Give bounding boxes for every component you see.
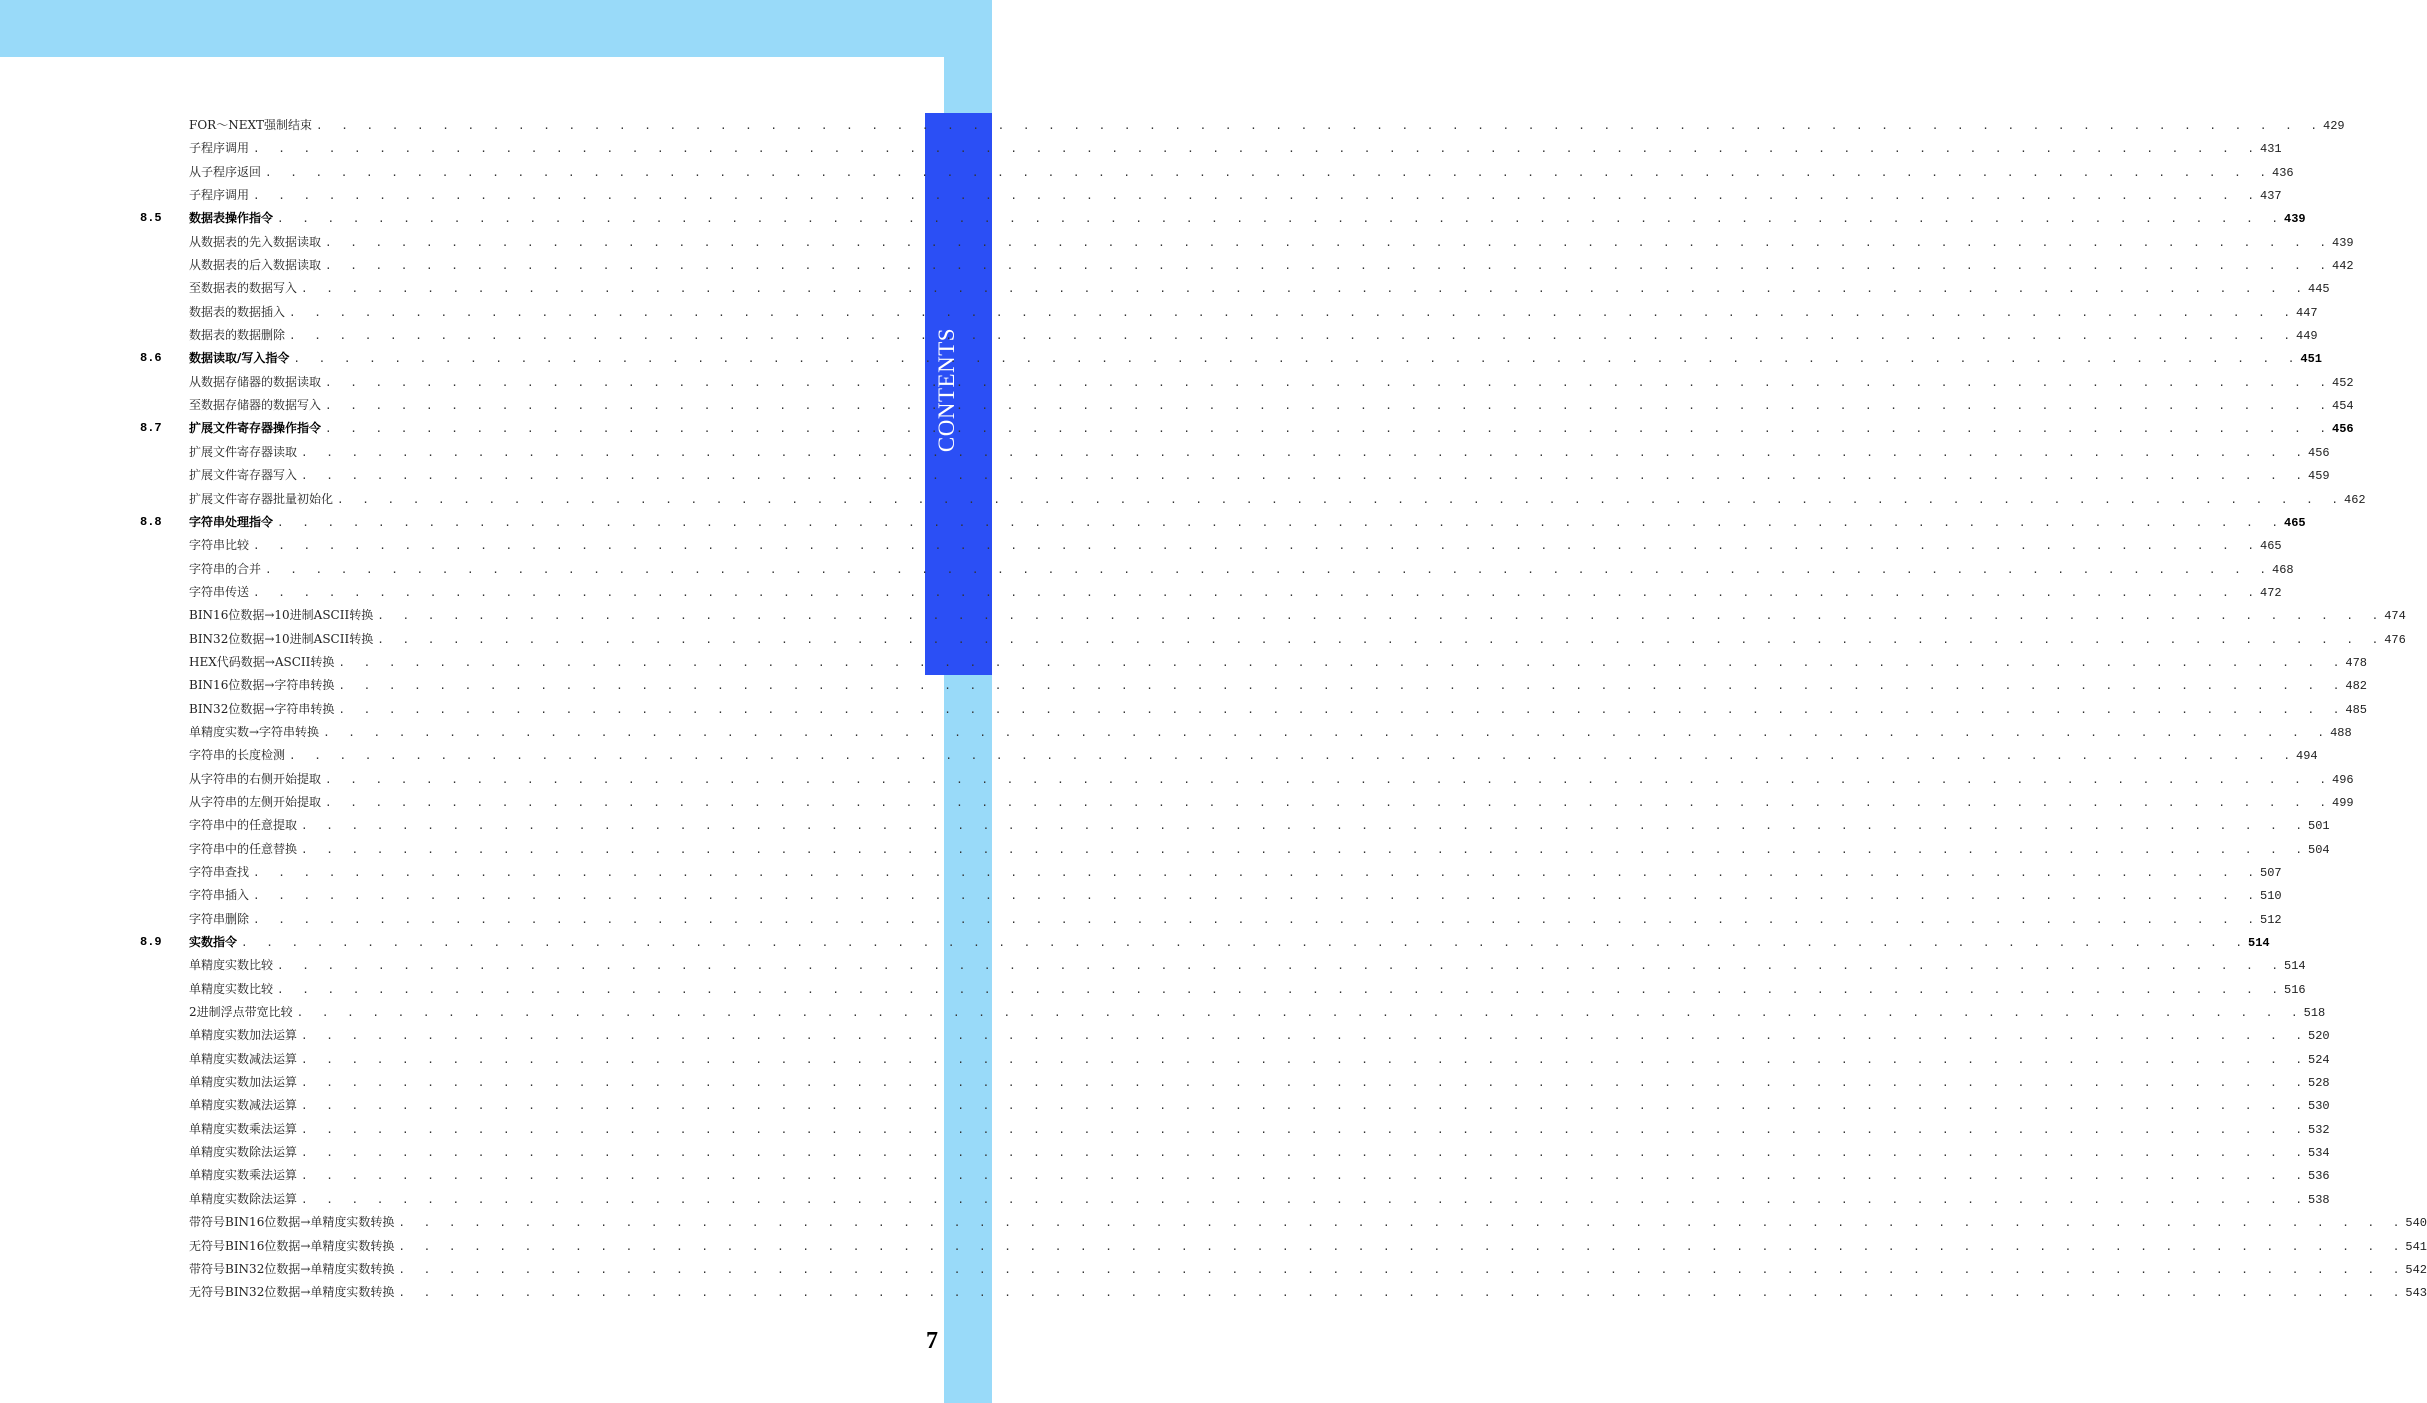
- toc-page-number[interactable]: 451: [2300, 352, 2322, 367]
- dot-leader: . . . . . . . . . . . . . . . . . . . . . . . . . . . . . . . . . . . . . . . . . . . . . . . . . . . . . . . . . . . . . . . . . . . . . . . . . . . . . . . .: [253, 142, 2261, 156]
- toc-entry: [189, 651, 2367, 675]
- dot-leader: . . . . . . . . . . . . . . . . . . . . . . . . . . . . . . . . . . . . . . . . . . . . . . . . . . . . . . . . . . . . . . . . . . . . . . . . . . . . . . . .: [398, 1239, 2406, 1253]
- toc-entry-title[interactable]: 单精度实数加法运算: [189, 1028, 298, 1043]
- toc-entry-row[interactable]: [140, 137, 2282, 160]
- toc-entry-row[interactable]: [140, 744, 2318, 767]
- dot-leader: . . . . . . . . . . . . . . . . . . . . . . . . . . . . . . . . . . . . . . . . . . . . . . . . . . . . . . . . . . . . . . . . . . . . . . . . . . . . . . . .: [265, 165, 2273, 179]
- toc-section-row[interactable]: [140, 417, 2354, 440]
- toc-page-number[interactable]: 468: [2272, 562, 2294, 577]
- dot-leader: . . . . . . . . . . . . . . . . . . . . . . . . . . . . . . . . . . . . . . . . . . . . . . . . . . . . . . . . . . . . . . . . . . . . . . . . . . . . . . . .: [301, 1122, 2309, 1136]
- toc-entry-title[interactable]: 从子程序返回: [189, 164, 262, 179]
- toc-entry-row[interactable]: [140, 184, 2282, 207]
- toc-entry-row[interactable]: [140, 698, 2367, 721]
- dot-leader: . . . . . . . . . . . . . . . . . . . . . . . . . . . . . . . . . . . . . . . . . . . . . . . . . . . . . . . . . . . . . . . . . . . . . . . . . . . . . . . .: [301, 819, 2309, 833]
- toc-entry: [189, 161, 2294, 185]
- toc-entry-row[interactable]: [140, 1281, 2427, 1304]
- toc-page-number[interactable]: 540: [2405, 1216, 2427, 1231]
- toc-entry-title[interactable]: 扩展文件寄存器写入: [189, 468, 298, 483]
- toc-entry-title[interactable]: 扩展文件寄存器批量初始化: [189, 491, 334, 506]
- dot-leader: . . . . . . . . . . . . . . . . . . . . . . . . . . . . . . . . . . . . . . . . . . . . . . . . . . . . . . . . . . . . . . . . . . . . . . . . . . . . . . . .: [301, 282, 2309, 296]
- dot-leader: . . . . . . . . . . . . . . . . . . . . . . . . . . . . . . . . . . . . . . . . . . . . . . . . . . . . . . . . . . . . . . . . . . . . . . . . . . . . . . . .: [325, 235, 2333, 249]
- dot-leader: . . . . . . . . . . . . . . . . . . . . . . . . . . . . . . . . . . . . . . . . . . . . . . . . . . . . . . . . . . . . . . . . . . . . . . . . . . . . . . . .: [323, 725, 2331, 739]
- toc-entry-title[interactable]: 字符串查找: [189, 865, 250, 879]
- toc-entry-title[interactable]: 子程序调用: [189, 141, 250, 156]
- dot-leader: . . . . . . . . . . . . . . . . . . . . . . . . . . . . . . . . . . . . . . . . . . . . . . . . . . . . . . . . . . . . . . . . . . . . . . . . . . . . . . . .: [277, 982, 2285, 996]
- toc-entry-title[interactable]: 扩展文件寄存器读取: [189, 444, 298, 459]
- dot-leader: . . . . . . . . . . . . . . . . . . . . . . . . . . . . . . . . . . . . . . . . . . . . . . . . . . . . . . . . . . . . . . . . . . . . . . . . . . . . . . . .: [253, 912, 2261, 926]
- toc-entry-row[interactable]: [140, 768, 2354, 791]
- toc-entry-row[interactable]: [140, 1094, 2330, 1117]
- toc-entry: [189, 394, 2354, 418]
- dot-leader: . . . . . . . . . . . . . . . . . . . . . . . . . . . . . . . . . . . . . . . . . . . . . . . . . . . . . . . . . . . . . . . . . . . . . . . . . . . . . . . .: [253, 889, 2261, 903]
- toc-entry: [189, 1141, 2330, 1165]
- toc-entry-title[interactable]: 字符串传送: [189, 584, 250, 599]
- toc-entry: [189, 978, 2306, 1002]
- toc-entry-row[interactable]: [140, 628, 2406, 651]
- toc-page-number[interactable]: 437: [2260, 189, 2282, 204]
- toc-entry-row[interactable]: [140, 1258, 2427, 1281]
- dot-leader: . . . . . . . . . . . . . . . . . . . . . . . . . . . . . . . . . . . . . . . . . . . . . . . . . . . . . . . . . . . . . . . . . . . . . . . . . . . . . . . .: [325, 772, 2333, 786]
- toc-section-number: 8.9: [140, 935, 162, 950]
- toc-entry-row[interactable]: [140, 231, 2354, 254]
- toc-entry: [189, 371, 2354, 395]
- toc-entry: [189, 207, 2306, 231]
- toc-entry: [189, 534, 2282, 558]
- dot-leader: . . . . . . . . . . . . . . . . . . . . . . . . . . . . . . . . . . . . . . . . . . . . . . . . . . . . . . . . . . . . . . . . . . . . . . . . . . . . . . . .: [301, 1192, 2309, 1206]
- toc-page-number[interactable]: 528: [2308, 1076, 2330, 1091]
- toc-entry-title[interactable]: 2进制浮点带宽比较: [189, 1005, 293, 1020]
- toc-entry: [189, 254, 2354, 278]
- dot-leader: . . . . . . . . . . . . . . . . . . . . . . . . . . . . . . . . . . . . . . . . . . . . . . . . . . . . . . . . . . . . . . . . . . . . . . . . . . . . . . . .: [301, 1146, 2309, 1160]
- toc-entry-title[interactable]: 无符号BIN32位数据→单精度实数转换: [189, 1285, 395, 1300]
- toc-entry: [189, 1235, 2427, 1259]
- toc-entry-title[interactable]: 字符串插入: [189, 888, 250, 903]
- dot-leader: . . . . . . . . . . . . . . . . . . . . . . . . . . . . . . . . . . . . . . . . . . . . . . . . . . . . . . . . . . . . . . . . . . . . . . . . . . . . . . . .: [338, 702, 2346, 716]
- toc-section-row[interactable]: [140, 511, 2306, 534]
- toc-entry: [189, 1071, 2330, 1095]
- toc-entry-title[interactable]: 数据表的数据删除: [189, 328, 286, 343]
- dot-leader: . . . . . . . . . . . . . . . . . . . . . . . . . . . . . . . . . . . . . . . . . . . . . . . . . . . . . . . . . . . . . . . . . . . . . . . . . . . . . . . .: [253, 189, 2261, 203]
- dot-leader: . . . . . . . . . . . . . . . . . . . . . . . . . . . . . . . . . . . . . . . . . . . . . . . . . . . . . . . . . . . . . . . . . . . . . . . . . . . . . . . .: [301, 1029, 2309, 1043]
- toc-page-number[interactable]: 445: [2308, 282, 2330, 297]
- toc-page-number[interactable]: 512: [2260, 912, 2282, 927]
- toc-entry: [189, 1164, 2330, 1188]
- dot-leader: . . . . . . . . . . . . . . . . . . . . . . . . . . . . . . . . . . . . . . . . . . . . . . . . . . . . . . . . . . . . . . . . . . . . . . . . . . . . . . . .: [377, 632, 2385, 646]
- toc-entry-title[interactable]: 数据读取/写入指令: [189, 351, 290, 366]
- toc-entry-title[interactable]: 数据表操作指令: [189, 211, 274, 226]
- toc-entry-title[interactable]: 单精度实数乘法运算: [189, 1121, 298, 1136]
- toc-entry: [189, 301, 2318, 325]
- toc-entry-title[interactable]: 字符串的合并: [189, 561, 262, 576]
- dot-leader: . . . . . . . . . . . . . . . . . . . . . . . . . . . . . . . . . . . . . . . . . . . . . . . . . . . . . . . . . . . . . . . . . . . . . . . . . . . . . . . .: [253, 585, 2261, 599]
- dot-leader: . . . . . . . . . . . . . . . . . . . . . . . . . . . . . . . . . . . . . . . . . . . . . . . . . . . . . . . . . . . . . . . . . . . . . . . . . . . . . . . .: [253, 539, 2261, 553]
- dot-leader: . . . . . . . . . . . . . . . . . . . . . . . . . . . . . . . . . . . . . . . . . . . . . . . . . . . . . . . . . . . . . . . . . . . . . . . . . . . . . . . .: [325, 259, 2333, 273]
- toc-page-number[interactable]: 507: [2260, 866, 2282, 880]
- toc-entry: [189, 791, 2354, 815]
- toc-entry-title[interactable]: BIN32位数据→字符串转换: [189, 701, 335, 716]
- toc-section-number: 8.7: [140, 421, 162, 436]
- toc-entry: [189, 1048, 2330, 1072]
- toc-entry-row[interactable]: [140, 581, 2282, 604]
- dot-leader: . . . . . . . . . . . . . . . . . . . . . . . . . . . . . . . . . . . . . . . . . . . . . . . . . . . . . . . . . . . . . . . . . . . . . . . . . . . . . . . .: [296, 1006, 2304, 1020]
- toc-section-number: 8.5: [140, 211, 162, 226]
- top-color-band: [0, 0, 992, 57]
- dot-leader: . . . . . . . . . . . . . . . . . . . . . . . . . . . . . . . . . . . . . . . . . . . . . . . . . . . . . . . . . . . . . . . . . . . . . . . . . . . . . . . .: [325, 795, 2333, 809]
- dot-leader: . . . . . . . . . . . . . . . . . . . . . . . . . . . . . . . . . . . . . . . . . . . . . . . . . . . . . . . . . . . . . . . . . . . . . . . . . . . . . . . .: [277, 515, 2285, 529]
- toc-entry: [189, 674, 2367, 698]
- dot-leader: . . . . . . . . . . . . . . . . . . . . . . . . . . . . . . . . . . . . . . . . . . . . . . . . . . . . . . . . . . . . . . . . . . . . . . . . . . . . . . . .: [398, 1262, 2406, 1276]
- toc-entry: [189, 838, 2330, 862]
- dot-leader: . . . . . . . . . . . . . . . . . . . . . . . . . . . . . . . . . . . . . . . . . . . . . . . . . . . . . . . . . . . . . . . . . . . . . . . . . . . . . . . .: [325, 399, 2333, 413]
- dot-leader: . . . . . . . . . . . . . . . . . . . . . . . . . . . . . . . . . . . . . . . . . . . . . . . . . . . . . . . . . . . . . . . . . . . . . . . . . . . . . . . .: [301, 1099, 2309, 1113]
- toc-entry-title[interactable]: 字符串删除: [189, 911, 250, 926]
- toc-page-number[interactable]: 485: [2345, 702, 2367, 717]
- toc-page-number[interactable]: 465: [2284, 515, 2306, 530]
- toc-entry: [189, 324, 2318, 348]
- toc-entry: [189, 511, 2306, 535]
- toc-entry-title[interactable]: 从字符串的右侧开始提取: [189, 771, 322, 786]
- toc-entry-title[interactable]: 至数据存储器的数据写入: [189, 398, 322, 413]
- toc-page-number[interactable]: 452: [2332, 375, 2354, 390]
- toc-entry-row[interactable]: [140, 1071, 2330, 1094]
- toc-page-number[interactable]: 454: [2332, 399, 2354, 414]
- toc-page-number[interactable]: 534: [2308, 1146, 2330, 1161]
- toc-page-number[interactable]: 536: [2308, 1169, 2330, 1184]
- toc-page-number[interactable]: 482: [2345, 679, 2367, 694]
- toc-entry-row[interactable]: [140, 1118, 2330, 1141]
- toc-entry-row[interactable]: [140, 1024, 2330, 1047]
- toc-entry-row[interactable]: [140, 1235, 2427, 1258]
- dot-leader: . . . . . . . . . . . . . . . . . . . . . . . . . . . . . . . . . . . . . . . . . . . . . . . . . . . . . . . . . . . . . . . . . . . . . . . . . . . . . . . .: [277, 959, 2285, 973]
- toc-entry-title[interactable]: 单精度实数比较: [189, 958, 274, 973]
- toc-page-number[interactable]: 442: [2332, 259, 2354, 274]
- dot-leader: . . . . . . . . . . . . . . . . . . . . . . . . . . . . . . . . . . . . . . . . . . . . . . . . . . . . . . . . . . . . . . . . . . . . . . . . . . . . . . . .: [398, 1286, 2406, 1300]
- toc-entry-title[interactable]: BIN16位数据→10进制ASCII转换: [189, 608, 374, 623]
- toc-entry-row[interactable]: [140, 441, 2330, 464]
- toc-entry-row[interactable]: [140, 254, 2354, 277]
- dot-leader: . . . . . . . . . . . . . . . . . . . . . . . . . . . . . . . . . . . . . . . . . . . . . . . . . . . . . . . . . . . . . . . . . . . . . . . . . . . . . . . .: [301, 1076, 2309, 1090]
- dot-leader: . . . . . . . . . . . . . . . . . . . . . . . . . . . . . . . . . . . . . . . . . . . . . . . . . . . . . . . . . . . . . . . . . . . . . . . . . . . . . . . .: [289, 749, 2297, 763]
- toc-entry-title[interactable]: 带符号BIN16位数据→单精度实数转换: [189, 1215, 395, 1230]
- dot-leader: . . . . . . . . . . . . . . . . . . . . . . . . . . . . . . . . . . . . . . . . . . . . . . . . . . . . . . . . . . . . . . . . . . . . . . . . . . . . . . . .: [325, 375, 2333, 389]
- toc-page-number[interactable]: 439: [2284, 212, 2306, 227]
- toc-entry-title[interactable]: BIN32位数据→10进制ASCII转换: [189, 631, 374, 646]
- dot-leader: . . . . . . . . . . . . . . . . . . . . . . . . . . . . . . . . . . . . . . . . . . . . . . . . . . . . . . . . . . . . . . . . . . . . . . . . . . . . . . . .: [325, 422, 2333, 436]
- toc-page-number[interactable]: 456: [2332, 422, 2354, 437]
- dot-leader: . . . . . . . . . . . . . . . . . . . . . . . . . . . . . . . . . . . . . . . . . . . . . . . . . . . . . . . . . . . . . . . . . . . . . . . . . . . . . . . .: [301, 1052, 2309, 1066]
- toc-entry-title[interactable]: 字符串处理指令: [189, 514, 274, 529]
- toc-entry-row[interactable]: [140, 1048, 2330, 1071]
- dot-leader: . . . . . . . . . . . . . . . . . . . . . . . . . . . . . . . . . . . . . . . . . . . . . . . . . . . . . . . . . . . . . . . . . . . . . . . . . . . . . . . .: [301, 1169, 2309, 1183]
- toc-entry-row[interactable]: [140, 534, 2282, 557]
- toc-entry-row[interactable]: [140, 908, 2282, 931]
- dot-leader: . . . . . . . . . . . . . . . . . . . . . . . . . . . . . . . . . . . . . . . . . . . . . . . . . . . . . . . . . . . . . . . . . . . . . . . . . . . . . . . .: [241, 936, 2249, 950]
- toc-entry-title[interactable]: 子程序调用: [189, 188, 250, 203]
- toc-entry: [189, 231, 2354, 255]
- toc-entry-title[interactable]: 字符串中的任意提取: [189, 818, 298, 833]
- toc-entry-title[interactable]: 数据表的数据插入: [189, 304, 286, 319]
- toc-entry-title[interactable]: 从数据表的后入数据读取: [189, 258, 322, 273]
- toc-page-number[interactable]: 496: [2332, 772, 2354, 787]
- contents-tab-label: CONTENTS: [934, 327, 959, 453]
- toc-page-number[interactable]: 524: [2308, 1052, 2330, 1067]
- toc-entry-row[interactable]: [140, 978, 2306, 1001]
- toc-entry: [189, 417, 2354, 441]
- toc-entry-row[interactable]: [140, 954, 2306, 977]
- toc-entry: [189, 768, 2354, 792]
- toc-entry-title[interactable]: 单精度实数除法运算: [189, 1145, 298, 1160]
- toc-page-number[interactable]: 478: [2345, 655, 2367, 670]
- toc-entry-row[interactable]: [140, 464, 2330, 487]
- toc-entry: [189, 931, 2270, 955]
- toc-entry-title[interactable]: 从字符串的左侧开始提取: [189, 794, 322, 809]
- toc-entry-title[interactable]: 单精度实数除法运算: [189, 1191, 298, 1206]
- toc-entry-title[interactable]: 单精度实数乘法运算: [189, 1168, 298, 1183]
- dot-leader: . . . . . . . . . . . . . . . . . . . . . . . . . . . . . . . . . . . . . . . . . . . . . . . . . . . . . . . . . . . . . . . . . . . . . . . . . . . . . . . .: [277, 212, 2285, 226]
- toc-entry: [189, 184, 2282, 208]
- toc-page-number[interactable]: 538: [2308, 1192, 2330, 1207]
- toc-entry-row[interactable]: [140, 161, 2294, 184]
- toc-entry-row[interactable]: [140, 1188, 2330, 1211]
- toc-entry-row[interactable]: [140, 861, 2282, 884]
- toc-page-number[interactable]: 459: [2308, 469, 2330, 484]
- toc-entry-row[interactable]: [140, 1141, 2330, 1164]
- toc-entry: [189, 277, 2330, 301]
- toc-page-number[interactable]: 518: [2303, 1006, 2326, 1021]
- toc-entry-title[interactable]: HEX代码数据→ASCII转换: [189, 654, 335, 669]
- toc-section-row[interactable]: [140, 347, 2322, 370]
- toc-entry-row[interactable]: [140, 791, 2354, 814]
- toc-entry: [189, 1024, 2330, 1048]
- toc-entry: [189, 441, 2330, 465]
- toc-page-number[interactable]: 462: [2344, 492, 2366, 507]
- toc-entry-title[interactable]: 至数据表的数据写入: [189, 281, 298, 296]
- toc-page-number[interactable]: 514: [2248, 936, 2270, 951]
- toc-entry-row[interactable]: [140, 324, 2318, 347]
- toc-page-number[interactable]: 472: [2260, 585, 2282, 600]
- toc-entry: [189, 954, 2306, 978]
- toc-entry-row[interactable]: [140, 371, 2354, 394]
- toc-entry-row[interactable]: [140, 558, 2294, 581]
- toc-section-number: 8.8: [140, 514, 162, 529]
- toc-entry-title[interactable]: 从数据表的先入数据读取: [189, 234, 322, 249]
- toc-entry: [189, 137, 2282, 161]
- toc-entry: [189, 698, 2367, 722]
- toc-entry-row[interactable]: [140, 814, 2330, 837]
- dot-leader: . . . . . . . . . . . . . . . . . . . . . . . . . . . . . . . . . . . . . . . . . . . . . . . . . . . . . . . . . . . . . . . . . . . . . . . . . . . . . . . .: [289, 305, 2297, 319]
- dot-leader: . . . . . . . . . . . . . . . . . . . . . . . . . . . . . . . . . . . . . . . . . . . . . . . . . . . . . . . . . . . . . . . . . . . . . . . . . . . . . . . .: [265, 562, 2273, 576]
- toc-entry-row[interactable]: [140, 884, 2282, 907]
- toc-entry: [189, 1211, 2427, 1235]
- toc-page-number[interactable]: 514: [2284, 959, 2306, 974]
- toc-entry-row[interactable]: [140, 651, 2367, 674]
- toc-entry-title[interactable]: 带符号BIN32位数据→单精度实数转换: [189, 1261, 395, 1276]
- toc-entry-row[interactable]: [140, 277, 2330, 300]
- dot-leader: . . . . . . . . . . . . . . . . . . . . . . . . . . . . . . . . . . . . . . . . . . . . . . . . . . . . . . . . . . . . . . . . . . . . . . . . . . . . . . . .: [301, 469, 2309, 483]
- toc-entry: [189, 1094, 2330, 1118]
- toc-entry-row[interactable]: [140, 1211, 2427, 1234]
- dot-leader: . . . . . . . . . . . . . . . . . . . . . . . . . . . . . . . . . . . . . . . . . . . . . . . . . . . . . . . . . . . . . . . . . . . . . . . . . . . . . . . .: [316, 119, 2324, 132]
- toc-section-row[interactable]: [140, 207, 2306, 230]
- toc-entry-title[interactable]: 单精度实数加法运算: [189, 1075, 298, 1090]
- toc-page-number[interactable]: 429: [2323, 119, 2345, 133]
- dot-leader: . . . . . . . . . . . . . . . . . . . . . . . . . . . . . . . . . . . . . . . . . . . . . . . . . . . . . . . . . . . . . . . . . . . . . . . . . . . . . . . .: [289, 329, 2297, 343]
- toc-entry: [189, 814, 2330, 838]
- dot-leader: . . . . . . . . . . . . . . . . . . . . . . . . . . . . . . . . . . . . . . . . . . . . . . . . . . . . . . . . . . . . . . . . . . . . . . . . . . . . . . . .: [293, 352, 2301, 366]
- toc-entry: [189, 861, 2282, 885]
- toc-entry-row[interactable]: [140, 394, 2354, 417]
- toc-entry: [189, 628, 2406, 652]
- toc-entry-title[interactable]: 单精度实数→字符串转换: [189, 724, 320, 739]
- toc-entry: [189, 744, 2318, 768]
- toc-page-number[interactable]: 456: [2308, 445, 2330, 460]
- toc-entry: [189, 558, 2294, 582]
- toc-entry: [189, 1258, 2427, 1282]
- toc-page-number[interactable]: 447: [2296, 305, 2318, 320]
- toc-entry: [189, 114, 2345, 138]
- dot-leader: . . . . . . . . . . . . . . . . . . . . . . . . . . . . . . . . . . . . . . . . . . . . . . . . . . . . . . . . . . . . . . . . . . . . . . . . . . . . . . . .: [337, 492, 2345, 506]
- toc-entry-title[interactable]: 字符串比较: [189, 538, 250, 553]
- toc-page-number[interactable]: 530: [2308, 1099, 2330, 1114]
- toc-page-number[interactable]: 488: [2330, 725, 2352, 740]
- toc-entry-row[interactable]: [140, 604, 2406, 627]
- toc-page-number[interactable]: 476: [2384, 632, 2406, 647]
- dot-leader: . . . . . . . . . . . . . . . . . . . . . . . . . . . . . . . . . . . . . . . . . . . . . . . . . . . . . . . . . . . . . . . . . . . . . . . . . . . . . . . .: [301, 842, 2309, 856]
- page-number: 7: [926, 1328, 938, 1354]
- toc-entry-row[interactable]: [140, 1164, 2330, 1187]
- dot-leader: . . . . . . . . . . . . . . . . . . . . . . . . . . . . . . . . . . . . . . . . . . . . . . . . . . . . . . . . . . . . . . . . . . . . . . . . . . . . . . . .: [338, 655, 2346, 669]
- toc-entry: [189, 721, 2352, 745]
- dot-leader: . . . . . . . . . . . . . . . . . . . . . . . . . . . . . . . . . . . . . . . . . . . . . . . . . . . . . . . . . . . . . . . . . . . . . . . . . . . . . . . .: [338, 679, 2346, 693]
- toc-entry: [189, 604, 2406, 628]
- toc-page-number[interactable]: 501: [2308, 819, 2330, 834]
- toc-entry-title[interactable]: 单精度实数比较: [189, 981, 274, 996]
- toc-entry: [189, 488, 2366, 512]
- toc-page-number[interactable]: 520: [2308, 1029, 2330, 1044]
- toc-page-number[interactable]: 431: [2260, 142, 2282, 157]
- toc-entry: [189, 464, 2330, 488]
- toc-entry-row[interactable]: [140, 488, 2366, 511]
- toc-page-number[interactable]: 494: [2296, 749, 2318, 764]
- dot-leader: . . . . . . . . . . . . . . . . . . . . . . . . . . . . . . . . . . . . . . . . . . . . . . . . . . . . . . . . . . . . . . . . . . . . . . . . . . . . . . . .: [301, 445, 2309, 459]
- toc-page-number[interactable]: 510: [2260, 889, 2282, 904]
- toc-page-number[interactable]: 543: [2405, 1286, 2427, 1301]
- dot-leader: . . . . . . . . . . . . . . . . . . . . . . . . . . . . . . . . . . . . . . . . . . . . . . . . . . . . . . . . . . . . . . . . . . . . . . . . . . . . . . . .: [253, 866, 2261, 879]
- toc-page-number[interactable]: 516: [2284, 982, 2306, 997]
- toc-page-number[interactable]: 532: [2308, 1122, 2330, 1137]
- toc-entry: [189, 884, 2282, 908]
- toc-entry: [189, 908, 2282, 932]
- toc-page-number[interactable]: 542: [2405, 1262, 2427, 1277]
- toc-entry-title[interactable]: FOR～NEXT强制结束: [189, 118, 313, 132]
- toc-page-number[interactable]: 499: [2332, 795, 2354, 810]
- toc-entry-row[interactable]: [140, 1001, 2326, 1024]
- toc-entry-title[interactable]: 单精度实数减法运算: [189, 1051, 298, 1066]
- toc-page-number[interactable]: 439: [2332, 235, 2354, 250]
- toc-section-number: 8.6: [140, 351, 162, 366]
- toc-entry-title[interactable]: 无符号BIN16位数据→单精度实数转换: [189, 1238, 395, 1253]
- toc-entry-title[interactable]: 实数指令: [189, 935, 238, 950]
- toc-entry: [189, 347, 2322, 371]
- toc-entry-row[interactable]: [140, 301, 2318, 324]
- toc-entry: [189, 1188, 2330, 1212]
- toc-entry-row[interactable]: [140, 114, 2345, 137]
- toc-page-number[interactable]: 436: [2272, 165, 2294, 180]
- toc-page-number[interactable]: 474: [2384, 609, 2406, 624]
- toc-entry-row[interactable]: [140, 838, 2330, 861]
- toc-entry: [189, 1281, 2427, 1305]
- toc-page-number[interactable]: 541: [2405, 1239, 2427, 1254]
- toc-page-number[interactable]: 504: [2308, 842, 2330, 857]
- toc-entry: [189, 581, 2282, 605]
- toc-entry-title[interactable]: 字符串的长度检测: [189, 748, 286, 763]
- toc-entry-title[interactable]: 扩展文件寄存器操作指令: [189, 421, 322, 436]
- toc-entry-title[interactable]: 从数据存储器的数据读取: [189, 374, 322, 389]
- toc-page-number[interactable]: 465: [2260, 539, 2282, 554]
- toc-entry-row[interactable]: [140, 721, 2352, 744]
- toc-section-row[interactable]: [140, 931, 2270, 954]
- toc-entry-title[interactable]: 单精度实数减法运算: [189, 1098, 298, 1113]
- toc-entry-title[interactable]: 字符串中的任意替换: [189, 841, 298, 856]
- toc-entry-row[interactable]: [140, 674, 2367, 697]
- toc-entry: [189, 1118, 2330, 1142]
- toc-entry: [189, 1001, 2326, 1025]
- dot-leader: . . . . . . . . . . . . . . . . . . . . . . . . . . . . . . . . . . . . . . . . . . . . . . . . . . . . . . . . . . . . . . . . . . . . . . . . . . . . . . . .: [377, 609, 2385, 623]
- toc-entry-title[interactable]: BIN16位数据→字符串转换: [189, 678, 335, 693]
- toc-page-number[interactable]: 449: [2296, 329, 2318, 344]
- dot-leader: . . . . . . . . . . . . . . . . . . . . . . . . . . . . . . . . . . . . . . . . . . . . . . . . . . . . . . . . . . . . . . . . . . . . . . . . . . . . . . . .: [398, 1216, 2406, 1230]
